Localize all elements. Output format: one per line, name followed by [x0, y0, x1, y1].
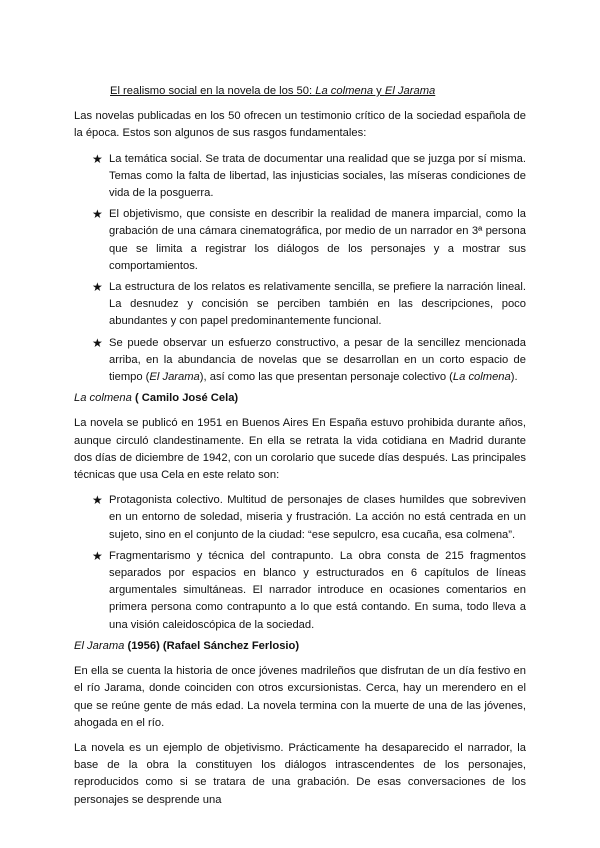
list-item: ★ El objetivismo, que consiste en describir la realidad de manera imparcial, como la grabación de una cámara cinematográfica, por medio de un narrador en 3ª persona que se limita a registrar los diálogos de los personajes y a mostrar sus comportamientos. — [92, 207, 526, 272]
section-heading-jarama: El Jarama (1956) (Rafael Sánchez Ferlosio) — [74, 639, 300, 652]
star-bullet-icon: ★ — [92, 151, 103, 166]
jarama-paragraph-1: En ella se cuenta la historia de once jóvenes madrileños que disfrutan de un día festivo en el río Jarama, donde coinciden con otros excursionistas. Cerca, hay un merendero en el que se reúne gente de más edad. La novela termina con la muerte de una de las jóvenes, ahogada en el río. — [74, 665, 526, 729]
jarama-paragraph-2: La novela es un ejemplo de objetivismo. Prácticamente ha desaparecido el narrador, la base de la obra la constituyen los diálogos intrascendentes de los personajes, reproducidos como si se tratara de una grabación. De esas conversaciones de los personajes se desprende una — [74, 741, 526, 806]
title-work-colmena: La colmena — [315, 85, 374, 97]
list-item: ★ Se puede observar un esfuerzo constructivo, a pesar de la sencillez mencionada arriba, en la abundancia de novelas que se desarrollan en un corto espacio de tiempo (El Jarama), así como las que presentan personaje colectivo (La colmena). — [92, 335, 526, 384]
star-bullet-icon: ★ — [92, 548, 103, 563]
title-work-jarama: El Jarama — [384, 85, 436, 97]
document-title: El realismo social en la novela de los 50: La colmena y El Jarama — [110, 85, 436, 97]
star-bullet-icon: ★ — [92, 493, 103, 508]
star-bullet-icon: ★ — [92, 207, 103, 222]
star-bullet-icon: ★ — [92, 280, 103, 295]
document-page — [74, 83, 526, 817]
list-item: ★ La temática social. Se trata de documentar una realidad que se juzga por sí misma. Temas como la falta de libertad, las injusticias sociales, las míseras condiciones de vida de la posguerra. — [92, 151, 526, 200]
intro-paragraph: Las novelas publicadas en los 50 ofrecen un testimonio crítico de la sociedad española de la época. Estos son algunos de sus rasgos fundamentales: — [74, 110, 526, 140]
star-bullet-icon: ★ — [92, 335, 103, 350]
colmena-techniques-list — [74, 492, 526, 634]
list-item: ★ Fragmentarismo y técnica del contrapunto. La obra consta de 215 fragmentos separados por espacios en blanco y estructurados en 6 capítulos de líneas argumentales simultáneas. El narrador introduce en ocasiones comentarios en primera persona como contrapunto a lo que está contando. En suma, todo lleva a una visión caleidoscópica de la sociedad. — [92, 548, 526, 631]
list-item: ★ La estructura de los relatos es relativamente sencilla, se prefiere la narración lineal. La desnudez y concisión se perciben también en las descripciones, poco abundantes y con papel predominantemente funcional. — [92, 280, 526, 328]
list-item: ★ Protagonista colectivo. Multitud de personajes de clases humildes que sobreviven en un entorno de soledad, miseria y frustración. La acción no está centrada en un sujeto, sino en el conjunto de la ciudad: “ese sepulcro, esa cucaña, esa colmena”. — [92, 493, 526, 541]
section-heading-colmena: La colmena ( Camilo José Cela) — [74, 392, 239, 405]
traits-list — [74, 151, 526, 387]
colmena-paragraph: La novela se publicó en 1951 en Buenos Aires En España estuvo prohibida durante años, aunque circuló clandestinamente. En ella se retrata la vida cotidiana en Madrid durante dos días de diciembre de 1942, con un corolario que sucede días después. Las principales técnicas que usa Cela en este relato son: — [74, 417, 526, 482]
